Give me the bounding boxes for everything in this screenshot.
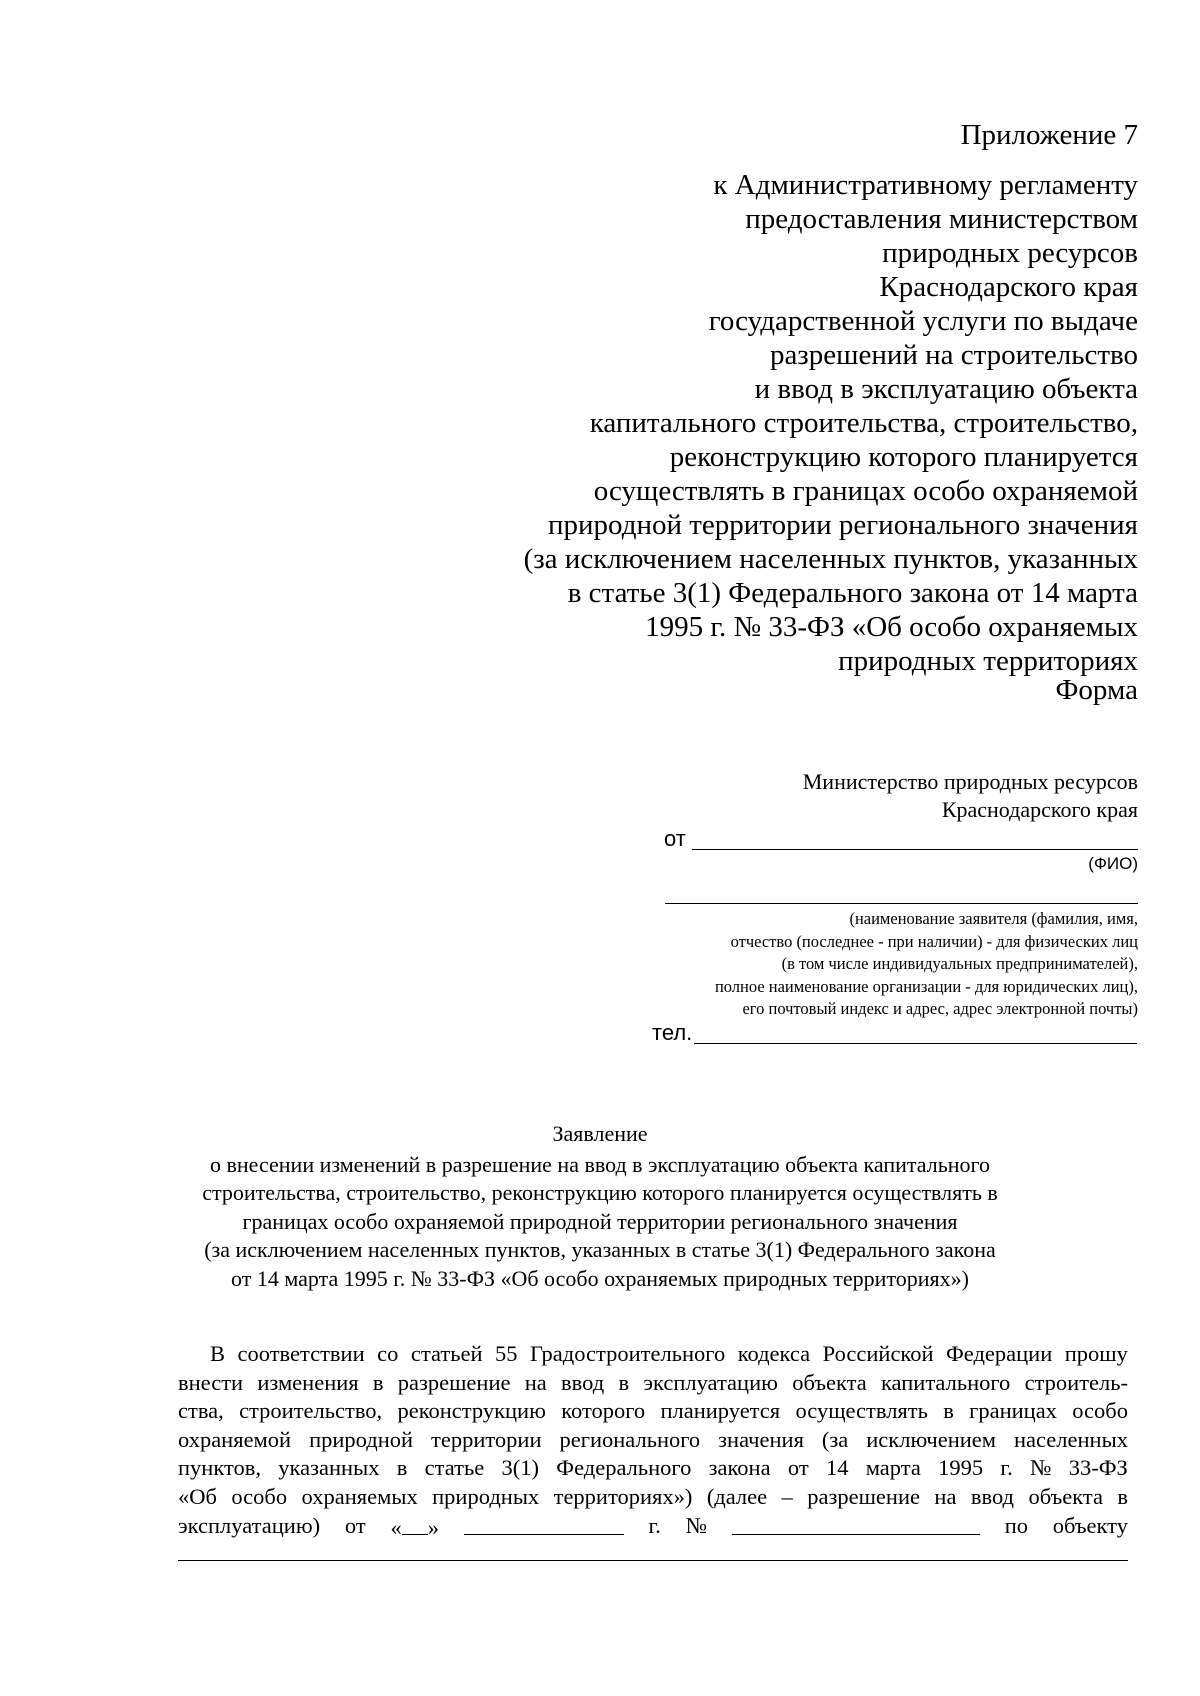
body-word: значения xyxy=(718,1426,804,1452)
appendix-reference-line: природной территории регионального значения xyxy=(548,509,1138,541)
body-word: природных xyxy=(432,1483,540,1509)
form-label: Форма xyxy=(1055,674,1138,706)
statement-subtitle-line: строительства, строительство, реконструкцию которого планируется осуществлять в xyxy=(202,1180,998,1206)
permit-day-field: « » xyxy=(390,1512,439,1543)
body-word: территории xyxy=(431,1426,542,1452)
appendix-reference-line: разрешений на строительство xyxy=(769,339,1138,371)
body-word: Федерального xyxy=(556,1455,692,1481)
addressee-line: Краснодарского края xyxy=(941,797,1138,822)
body-word: (за xyxy=(821,1426,849,1452)
body-word: изменения xyxy=(257,1369,359,1395)
body-word: 3(1) xyxy=(501,1455,540,1481)
appendix-reference-line: (за исключением населенных пунктов, указанных xyxy=(523,543,1138,575)
applicant-hint xyxy=(715,908,1138,1021)
tel-label: тел. xyxy=(652,1020,693,1045)
body-word: – xyxy=(781,1483,793,1509)
body-word: на xyxy=(934,1483,957,1509)
body-line xyxy=(178,1340,1128,1369)
body-word: разрешение xyxy=(807,1483,920,1509)
appendix-number: Приложение 7 xyxy=(960,119,1138,151)
tel-field xyxy=(652,1020,1137,1050)
from-fill-line[interactable] xyxy=(692,849,1138,850)
body-word: 14 xyxy=(825,1455,849,1481)
body-word: строительство, xyxy=(239,1398,383,1424)
body-paragraph xyxy=(178,1340,1128,1542)
appendix-reference-line: и ввод в эксплуатацию объекта xyxy=(754,373,1138,405)
body-word: 1995 xyxy=(938,1455,984,1481)
appendix-reference-line: Краснодарского края xyxy=(879,271,1138,303)
body-word: кодекса xyxy=(737,1341,811,1366)
body-word: со xyxy=(377,1341,399,1366)
body-word: объекта xyxy=(1028,1483,1103,1509)
body-word: Федерации xyxy=(946,1341,1053,1366)
body-word: В xyxy=(210,1341,226,1366)
body-line-last xyxy=(178,1512,1128,1543)
permit-number-blank[interactable] xyxy=(732,1512,980,1535)
body-word: на xyxy=(524,1369,547,1395)
body-word: 55 xyxy=(494,1341,518,1366)
body-word: объекту xyxy=(1052,1512,1128,1538)
appendix-reference-line: природных территориях xyxy=(838,645,1138,677)
body-line xyxy=(178,1483,1128,1512)
body-word: в xyxy=(396,1455,408,1481)
statement-subtitle-line: о внесении изменений в разрешение на ввод в эксплуатацию объекта капитального xyxy=(210,1152,990,1177)
appendix-reference-line: реконструкцию которого планируется xyxy=(669,441,1138,473)
body-word: ввод xyxy=(970,1483,1015,1509)
body-word: «Об xyxy=(178,1483,217,1509)
body-word: Градостроительного xyxy=(529,1341,726,1366)
statement-subtitle-line: (за исключением населенных пунктов, указанных в статье 3(1) Федерального закона xyxy=(204,1237,996,1263)
body-word: внести xyxy=(178,1369,244,1395)
appendix-reference-line: 1995 г. № 33-ФЗ «Об особо охраняемых xyxy=(645,611,1138,643)
body-word: г. xyxy=(1000,1455,1013,1481)
body-word: регионального xyxy=(559,1426,701,1452)
addressee-block xyxy=(803,768,1138,824)
appendix-reference xyxy=(524,168,1138,678)
body-word: указанных xyxy=(278,1455,380,1481)
body-line xyxy=(178,1369,1128,1398)
body-word: закона xyxy=(708,1455,771,1481)
body-word: территориях») xyxy=(553,1483,693,1509)
body-line xyxy=(178,1454,1128,1483)
body-word: Российской xyxy=(822,1341,934,1366)
body-word: пунктов, xyxy=(178,1455,262,1481)
body-word: особо xyxy=(231,1483,288,1509)
statement-subtitle-line: от 14 марта 1995 г. № 33-ФЗ «Об особо охраняемых природных территориях») xyxy=(231,1265,969,1291)
body-word: охраняемых xyxy=(301,1483,418,1509)
body-word: населенных xyxy=(1014,1426,1128,1452)
body-word: № xyxy=(1030,1455,1052,1481)
body-word: строитель- xyxy=(1024,1369,1128,1395)
body-word: соответствии xyxy=(237,1341,365,1366)
body-word: от xyxy=(344,1512,366,1538)
body-word: эксплуатацию xyxy=(643,1369,778,1395)
body-word: в xyxy=(1117,1483,1128,1509)
applicant-hint-line: (наименование заявителя (фамилия, имя, xyxy=(849,909,1138,928)
body-word: разрешение xyxy=(397,1369,511,1395)
permit-date-blank[interactable] xyxy=(464,1512,624,1535)
appendix-reference-line: в статье 3(1) Федерального закона от 14 марта xyxy=(567,577,1138,609)
body-word: в xyxy=(372,1369,384,1395)
appendix-reference-line: государственной услуги по выдаче xyxy=(708,305,1138,337)
body-word: в xyxy=(618,1369,630,1395)
body-word: которого xyxy=(561,1398,646,1424)
appendix-reference-line: природных ресурсов xyxy=(882,237,1138,269)
body-word: в xyxy=(943,1398,954,1424)
appendix-reference-line: капитального строительства, строительство, xyxy=(589,407,1138,439)
body-word: г. xyxy=(648,1512,661,1538)
statement-subtitle-line: границах особо охраняемой природной территории регионального значения xyxy=(242,1208,958,1234)
body-word: по xyxy=(1004,1512,1028,1538)
body-word: охраняемой xyxy=(178,1426,292,1452)
permit-day-blank[interactable] xyxy=(402,1512,428,1535)
applicant-hint-line: (в том числе индивидуальных предпринимателей), xyxy=(781,954,1138,973)
fio-hint: (ФИО) xyxy=(1088,854,1138,873)
addressee-line: Министерство природных ресурсов xyxy=(802,769,1138,794)
applicant-fill-line[interactable] xyxy=(665,903,1138,904)
statement-subtitle xyxy=(120,1151,1080,1293)
body-word: ства, xyxy=(178,1398,224,1424)
body-word: исключением xyxy=(866,1426,997,1452)
body-word: реконструкцию xyxy=(397,1398,546,1424)
body-word: статьей xyxy=(410,1341,483,1366)
applicant-hint-line: его почтовый индекс и адрес, адрес электронной почты) xyxy=(742,999,1138,1018)
body-word: 33-ФЗ xyxy=(1068,1455,1128,1481)
body-word: прошу xyxy=(1064,1341,1128,1366)
body-line xyxy=(178,1397,1128,1426)
from-field xyxy=(658,826,1138,860)
body-word: статье xyxy=(424,1455,485,1481)
from-label: от xyxy=(664,826,686,851)
body-word: осуществлять xyxy=(795,1398,928,1424)
body-word: капитального xyxy=(880,1369,1011,1395)
body-word: ввод xyxy=(561,1369,605,1395)
body-word: марта xyxy=(865,1455,921,1481)
body-word: границах xyxy=(969,1398,1057,1424)
body-word: эксплуатацию) xyxy=(178,1512,321,1538)
body-word: планируется xyxy=(660,1398,781,1424)
object-fill-line[interactable] xyxy=(178,1560,1128,1561)
statement-title: Заявление xyxy=(552,1121,648,1146)
appendix-reference-line: осуществлять в границах особо охраняемой xyxy=(593,475,1138,507)
body-word: природной xyxy=(309,1426,414,1452)
applicant-hint-line: полное наименование организации - для юридических лиц), xyxy=(714,976,1138,996)
appendix-reference-line: предоставления министерством xyxy=(745,203,1138,235)
body-word: объекта xyxy=(792,1369,867,1395)
appendix-reference-line: к Административному регламенту xyxy=(713,169,1138,201)
body-word: № xyxy=(685,1512,708,1538)
body-word: от xyxy=(787,1455,809,1481)
applicant-hint-line: отчество (последнее - при наличии) - для физических лиц xyxy=(730,931,1138,951)
tel-fill-line[interactable] xyxy=(694,1043,1137,1044)
body-word: (далее xyxy=(706,1483,768,1509)
body-word: особо xyxy=(1072,1398,1128,1424)
body-line xyxy=(178,1426,1128,1455)
